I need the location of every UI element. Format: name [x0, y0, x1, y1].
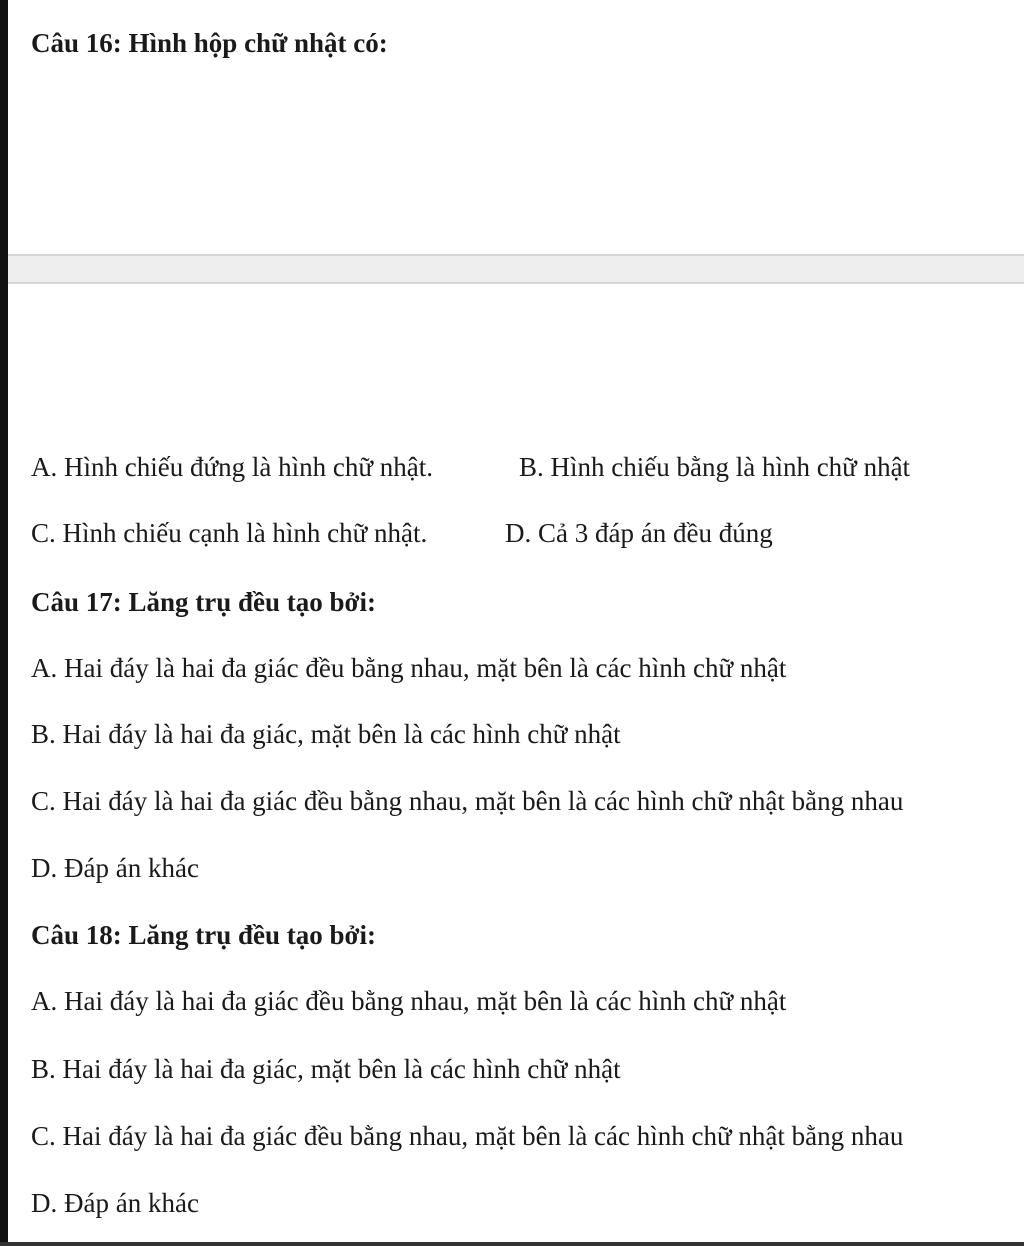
left-edge-bar [0, 0, 8, 1246]
question-17-option-d: D. Đáp án khác [31, 853, 199, 883]
question-16-option-c: C. Hình chiếu cạnh là hình chữ nhật. [31, 518, 428, 548]
question-17-option-b: B. Hai đáy là hai đa giác, mặt bên là các hình chữ nhật [31, 719, 621, 749]
question-16-option-d: D. Cả 3 đáp án đều đúng [505, 518, 773, 548]
question-17-title: Câu 17: Lăng trụ đều tạo bởi: [31, 587, 376, 617]
question-18-option-b: B. Hai đáy là hai đa giác, mặt bên là các hình chữ nhật [31, 1054, 621, 1084]
question-18-title: Câu 18: Lăng trụ đều tạo bởi: [31, 920, 376, 950]
question-16-option-a: A. Hình chiếu đứng là hình chữ nhật. [31, 452, 433, 482]
question-18-option-c: C. Hai đáy là hai đa giác đều bằng nhau, mặt bên là các hình chữ nhật bằng nhau [31, 1121, 904, 1151]
question-18-option-a: A. Hai đáy là hai đa giác đều bằng nhau, mặt bên là các hình chữ nhật [31, 986, 787, 1016]
question-16-option-b: B. Hình chiếu bằng là hình chữ nhật [519, 452, 911, 482]
bottom-edge-bar [0, 1242, 1024, 1246]
question-18-option-d: D. Đáp án khác [31, 1188, 199, 1218]
question-17-option-c: C. Hai đáy là hai đa giác đều bằng nhau, mặt bên là các hình chữ nhật bằng nhau [31, 786, 904, 816]
question-17-option-a: A. Hai đáy là hai đa giác đều bằng nhau, mặt bên là các hình chữ nhật [31, 653, 787, 683]
page-break-separator [8, 254, 1024, 284]
question-16-title: Câu 16: Hình hộp chữ nhật có: [31, 28, 388, 58]
